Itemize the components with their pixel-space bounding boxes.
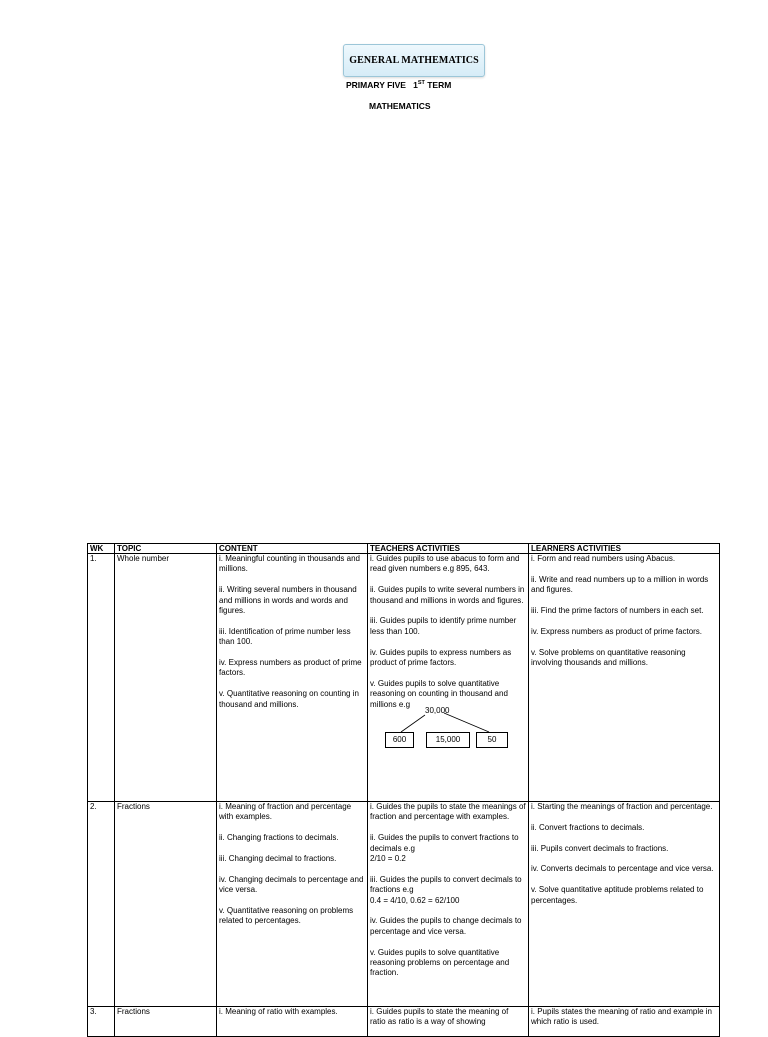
learner-activity: i. Starting the meanings of fraction and percentage. <box>531 802 713 811</box>
teacher-activity: iv. Guides the pupils to change decimals to percentage and vice versa. <box>370 916 522 936</box>
table-row <box>88 1007 720 1037</box>
content-cell <box>217 1007 368 1037</box>
learners-activities-cell <box>529 1007 720 1037</box>
teacher-activity: ii. Guides pupils to write several numbers in thousand and millions in words and figures. <box>370 585 525 605</box>
term-number: 1 <box>413 80 418 90</box>
teacher-activity: iii. Guides the pupils to convert decimals to fractions e.g 0.4 = 4/10, 0.62 = 62/100 <box>370 874 522 905</box>
teachers-activities-cell <box>368 1007 529 1037</box>
subject-heading: MATHEMATICS <box>369 101 431 111</box>
diagram-box: 15,000 <box>426 732 470 748</box>
teacher-activity: iii. Guides pupils to identify prime number less than 100. <box>370 616 517 636</box>
header-teachers-activities: TEACHERS ACTIVITIES <box>368 544 529 554</box>
content-item: i. Meaning of fraction and percentage with examples. <box>219 802 352 822</box>
number-split-diagram <box>370 706 526 754</box>
header-wk: WK <box>88 544 115 554</box>
content-item: i. Meaningful counting in thousands and millions. <box>219 554 360 574</box>
week-cell: 3. <box>88 1007 115 1037</box>
learner-activity: i. Form and read numbers using Abacus. <box>531 554 676 563</box>
learner-activity: i. Pupils states the meaning of ratio and example in which ratio is used. <box>531 1007 712 1027</box>
table-row <box>88 554 720 802</box>
teachers-activities-cell <box>368 802 529 1007</box>
class-term-heading <box>346 80 451 90</box>
content-item: ii. Writing several numbers in thousand and millions in words and words and figures. <box>219 585 357 616</box>
content-item: ii. Changing fractions to decimals. <box>219 833 339 843</box>
learner-activity: v. Solve quantitative aptitude problems related to percentages. <box>531 885 704 905</box>
learners-activities-cell <box>529 554 720 802</box>
learner-activity: ii. Convert fractions to decimals. <box>531 822 645 832</box>
teacher-activity: v. Guides pupils to solve quantitative reasoning problems on percentage and fraction. <box>370 947 510 978</box>
learner-activity: ii. Write and read numbers up to a million in words and figures. <box>531 574 709 595</box>
table-header-row <box>88 544 720 554</box>
topic-cell: Fractions <box>115 802 217 1007</box>
learner-activity: iv. Express numbers as product of prime factors. <box>531 626 703 636</box>
teacher-activity: i. Guides the pupils to state the meanings of fraction and percentage with examples. <box>370 802 526 822</box>
content-cell <box>217 554 368 802</box>
week-cell: 2. <box>88 802 115 1007</box>
teacher-activity: i. Guides pupils to state the meaning of ratio as ratio is a way of showing <box>370 1007 509 1027</box>
content-item: iii. Changing decimal to fractions. <box>219 854 337 863</box>
teacher-activity: ii. Guides the pupils to convert fractions to decimals e.g 2/10 = 0.2 <box>370 833 519 864</box>
diagram-total: 30,000 <box>425 706 450 716</box>
learner-activity: iii. Pupils convert decimals to fractions. <box>531 843 669 853</box>
teacher-activity: i. Guides pupils to use abacus to form and read given numbers e.g 895, 643. <box>370 554 520 574</box>
content-item: iv. Express numbers as product of prime factors. <box>219 658 362 678</box>
learner-activity: iv. Converts decimals to percentage and vice versa. <box>531 864 714 874</box>
teacher-activity: iv. Guides pupils to express numbers as product of prime factors. <box>370 647 512 668</box>
scheme-of-work-table <box>87 543 720 1037</box>
term-suffix: ST <box>417 80 425 87</box>
content-cell <box>217 802 368 1007</box>
diagram-box: 600 <box>385 732 414 748</box>
topic-cell: Whole number <box>115 554 217 802</box>
diagram-box: 50 <box>476 732 508 748</box>
content-item: v. Quantitative reasoning on problems related to percentages. <box>219 906 354 926</box>
learner-activity: v. Solve problems on quantitative reasoning involving thousands and millions. <box>531 647 686 667</box>
content-item: iv. Changing decimals to percentage and vice versa. <box>219 874 364 895</box>
term-label: TERM <box>427 80 452 90</box>
content-item: v. Quantitative reasoning on counting in thousand and millions. <box>219 689 359 709</box>
topic-cell: Fractions <box>115 1007 217 1037</box>
table-row <box>88 802 720 1007</box>
learners-activities-cell <box>529 802 720 1007</box>
content-item: i. Meaning of ratio with examples. <box>219 1007 338 1016</box>
class-label: PRIMARY FIVE <box>346 80 406 90</box>
header-topic: TOPIC <box>115 544 217 554</box>
teacher-activity: v. Guides pupils to solve quantitative reasoning on counting in thousand and millions e.g <box>370 678 508 709</box>
week-cell: 1. <box>88 554 115 802</box>
teachers-activities-cell <box>368 554 529 802</box>
content-item: iii. Identification of prime number less than 100. <box>219 626 351 647</box>
document-title: GENERAL MATHEMATICS <box>343 44 485 77</box>
header-learners-activities: LEARNERS ACTIVITIES <box>529 544 720 554</box>
learner-activity: iii. Find the prime factors of numbers in each set. <box>531 606 704 615</box>
header-content: CONTENT <box>217 544 368 554</box>
